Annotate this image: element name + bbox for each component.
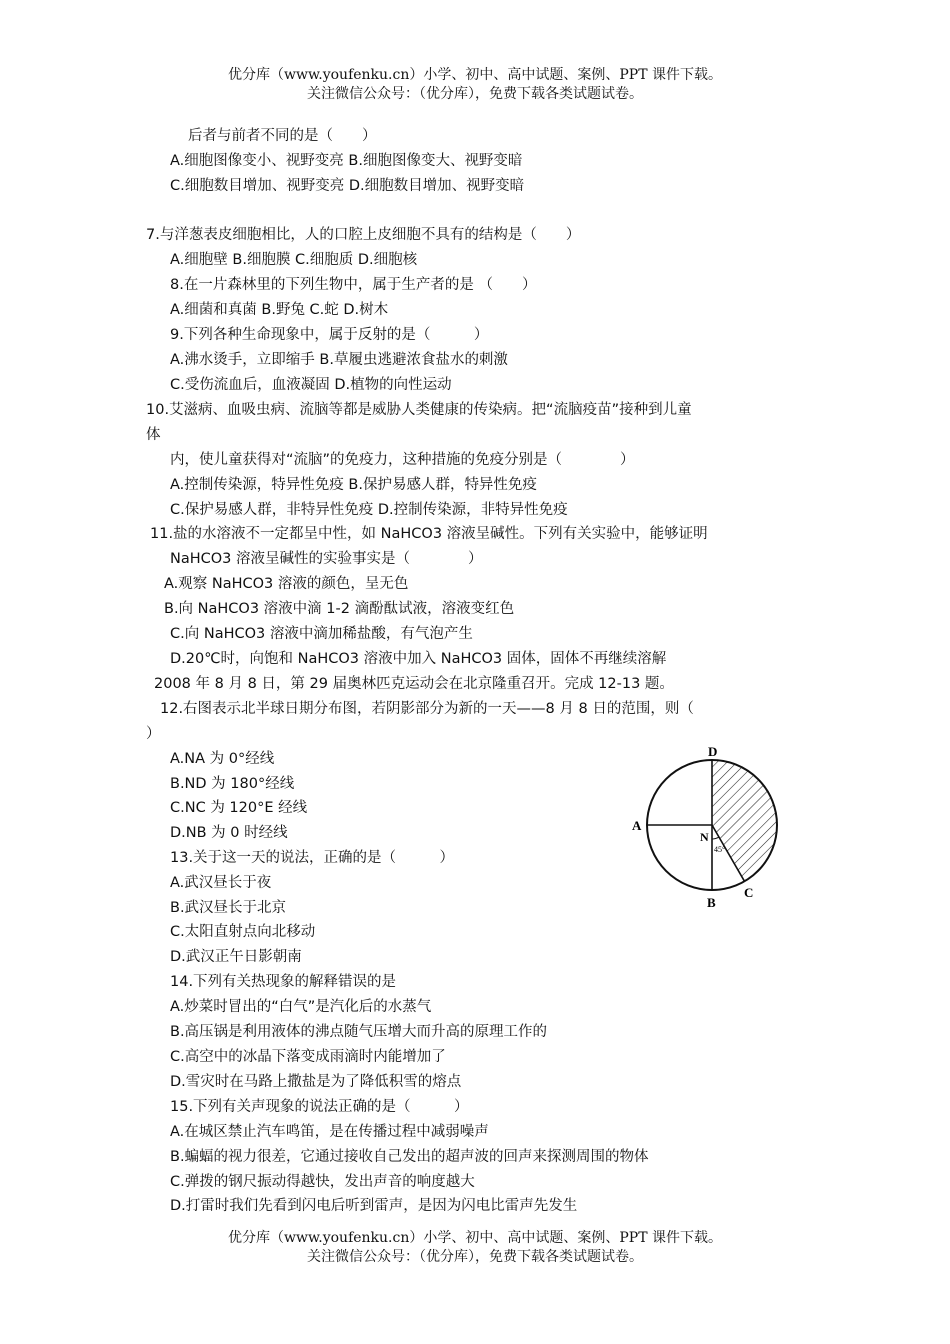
text-line: A.控制传染源，特异性免疫 B.保护易感人群，特异性免疫 xyxy=(170,477,537,493)
text-line: NaHCO3 溶液呈碱性的实验事实是（ ） xyxy=(170,551,483,567)
text-line: A.细胞壁 B.细胞膜 C.细胞质 D.细胞核 xyxy=(170,252,418,268)
text-line: 12.右图表示北半球日期分布图，若阴影部分为新的一天——8 月 8 日的范围，则（ xyxy=(160,701,694,717)
text-line: 14.下列有关热现象的解释错误的是 xyxy=(170,974,397,990)
text-line: C.受伤流血后，血液凝固 D.植物的向性运动 xyxy=(170,377,452,393)
footer-line-1: 优分库（www.youfenku.cn）小学、初中、高中试题、案例、PPT 课件下载。 xyxy=(227,1230,722,1246)
text-line: D.20℃时，向饱和 NaHCO3 溶液中加入 NaHCO3 固体，固体不再继续溶解 xyxy=(170,651,667,667)
footer-line-2: 关注微信公众号：（优分库），免费下载各类试题试卷。 xyxy=(307,1249,643,1265)
new-day-shaded-region xyxy=(712,760,777,881)
text-line: A.NA 为 0°经线 xyxy=(170,751,275,767)
text-line: 体 xyxy=(146,427,161,443)
text-line: D.打雷时我们先看到闪电后听到雷声，是因为闪电比雷声先发生 xyxy=(170,1198,578,1214)
text-line: A.炒菜时冒出的“白气”是汽化后的水蒸气 xyxy=(170,999,432,1015)
text-line: B.高压锅是利用液体的沸点随气压增大而升高的原理工作的 xyxy=(170,1024,548,1040)
text-line: ） xyxy=(146,726,161,742)
text-line: B.ND 为 180°经线 xyxy=(170,776,295,792)
text-line: 内，使儿童获得对“流脑”的免疫力，这种措施的免疫分别是（ ） xyxy=(170,452,635,468)
text-line: C.太阳直射点向北移动 xyxy=(170,924,316,940)
label-angle: 45° xyxy=(714,845,726,854)
label-n: N xyxy=(700,830,709,844)
text-line: C.保护易感人群，非特异性免疫 D.控制传染源，非特异性免疫 xyxy=(170,502,568,518)
text-line: C.NC 为 120°E 经线 xyxy=(170,800,308,816)
text-line: D.雪灾时在马路上撒盐是为了降低积雪的熔点 xyxy=(170,1074,462,1090)
text-line: D.NB 为 0 时经线 xyxy=(170,825,288,841)
text-line: 9.下列各种生命现象中，属于反射的是（ ） xyxy=(170,327,489,343)
angle-arc xyxy=(712,837,719,839)
page-footer xyxy=(0,1229,950,1267)
text-line: B.向 NaHCO3 溶液中滴 1-2 滴酚酞试液，溶液变红色 xyxy=(164,601,515,617)
text-line: D.武汉正午日影朝南 xyxy=(170,949,302,965)
text-line: A.沸水烫手，立即缩手 B.草履虫逃避浓食盐水的刺激 xyxy=(170,352,508,368)
label-c: C xyxy=(744,885,754,900)
text-line: A.细胞图像变小、视野变亮 B.细胞图像变大、视野变暗 xyxy=(170,153,523,169)
text-line: C.高空中的冰晶下落变成雨滴时内能增加了 xyxy=(170,1049,446,1065)
text-line: A.观察 NaHCO3 溶液的颜色，呈无色 xyxy=(164,576,409,592)
label-d: D xyxy=(708,744,718,759)
text-line: C.弹拨的钢尺振动得越快，发出声音的响度越大 xyxy=(170,1174,475,1190)
text-line: 11.盐的水溶液不一定都呈中性，如 NaHCO3 溶液呈碱性。下列有关实验中，能够证明 xyxy=(150,526,708,542)
header-line-2: 关注微信公众号：（优分库），免费下载各类试题试卷。 xyxy=(307,86,643,102)
text-line: A.在城区禁止汽车鸣笛，是在传播过程中减弱噪声 xyxy=(170,1124,489,1140)
text-line: 13.关于这一天的说法，正确的是（ ） xyxy=(170,850,455,866)
text-line: 7.与洋葱表皮细胞相比，人的口腔上皮细胞不具有的结构是（ ） xyxy=(146,227,581,243)
text-line: 后者与前者不同的是（ ） xyxy=(188,128,377,144)
text-line: 8.在一片森林里的下列生物中，属于生产者的是 （ ） xyxy=(170,277,537,293)
page-header xyxy=(0,66,950,104)
text-line: A.细菌和真菌 B.野兔 C.蛇 D.树木 xyxy=(170,302,389,318)
text-line: C.向 NaHCO3 溶液中滴加稀盐酸，有气泡产生 xyxy=(170,626,473,642)
text-line: 10.艾滋病、血吸虫病、流脑等都是威胁人类健康的传染病。把“流脑疫苗”接种到儿童 xyxy=(146,402,692,418)
text-line: 2008 年 8 月 8 日，第 29 届奥林匹克运动会在北京隆重召开。完成 12-13 题。 xyxy=(154,676,674,692)
text-line: C.细胞数目增加、视野变亮 D.细胞数目增加、视野变暗 xyxy=(170,178,525,194)
text-line: B.蝙蝠的视力很差，它通过接收自己发出的超声波的回声来探测周围的物体 xyxy=(170,1149,649,1165)
date-line-diagram xyxy=(630,740,790,915)
text-line: 15.下列有关声现象的说法正确的是（ ） xyxy=(170,1099,469,1115)
label-a: A xyxy=(632,818,642,833)
text-line: A.武汉昼长于夜 xyxy=(170,875,272,891)
header-line-1: 优分库（www.youfenku.cn）小学、初中、高中试题、案例、PPT 课件下载。 xyxy=(227,67,722,83)
label-b: B xyxy=(707,895,716,910)
text-line: B.武汉昼长于北京 xyxy=(170,900,287,916)
